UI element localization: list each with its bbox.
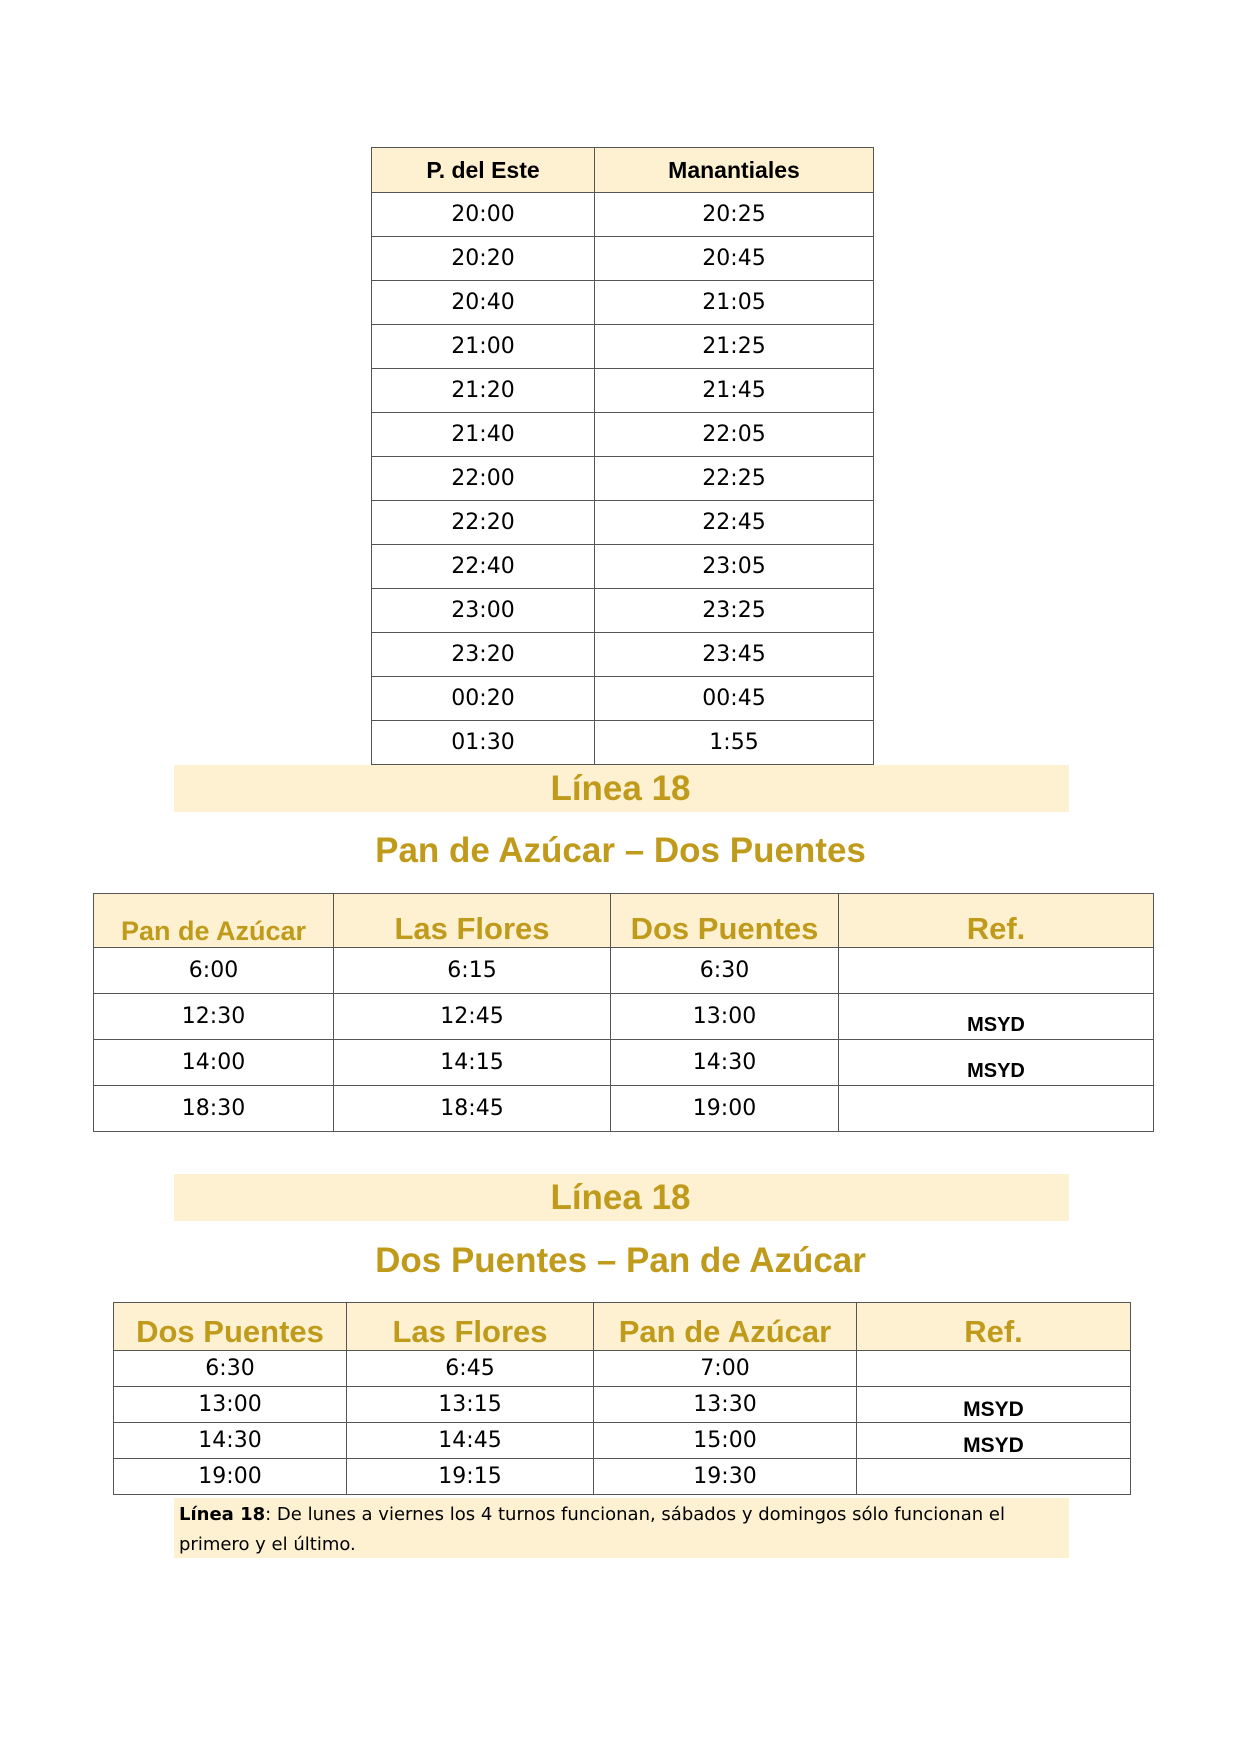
table-cell: 19:00 [114, 1459, 347, 1495]
column-header: Ref. [857, 1303, 1131, 1351]
table-cell: 14:45 [347, 1423, 594, 1459]
table-cell: 6:00 [94, 948, 334, 994]
table-row [372, 237, 874, 281]
table-cell: 21:00 [372, 325, 595, 369]
table-cell: 23:05 [595, 545, 874, 589]
table-row [372, 633, 874, 677]
table-cell: 22:00 [372, 457, 595, 501]
ref-cell: MSYD [857, 1387, 1131, 1423]
note-text: : De lunes a viernes los 4 turnos funcionan, sábados y domingos sólo funcionan el primero y el último. [179, 1504, 1005, 1555]
line-title: Línea 18 [550, 769, 691, 808]
table-cell: 6:15 [334, 948, 611, 994]
table-cell: 21:45 [595, 369, 874, 413]
ref-cell: MSYD [839, 1040, 1154, 1086]
schedule-table-este-manantiales [371, 147, 874, 765]
column-header: Las Flores [334, 894, 611, 948]
table-cell: 6:30 [114, 1351, 347, 1387]
table-cell: 19:00 [611, 1086, 839, 1132]
table-cell: 12:45 [334, 994, 611, 1040]
table-row [372, 589, 874, 633]
table-cell: 22:25 [595, 457, 874, 501]
ref-cell: MSYD [857, 1423, 1131, 1459]
table-cell: 23:45 [595, 633, 874, 677]
table-cell: 19:30 [594, 1459, 857, 1495]
table-row [372, 721, 874, 765]
table-cell: 01:30 [372, 721, 595, 765]
table-cell: 20:00 [372, 193, 595, 237]
column-header: Dos Puentes [611, 894, 839, 948]
table-row [114, 1387, 1131, 1423]
ref-cell: MSYD [839, 994, 1154, 1040]
note-label: Línea 18 [179, 1504, 266, 1525]
table-row [372, 325, 874, 369]
table-cell: 23:00 [372, 589, 595, 633]
table-cell: 13:15 [347, 1387, 594, 1423]
column-header: Dos Puentes [114, 1303, 347, 1351]
table-cell: 14:00 [94, 1040, 334, 1086]
table-cell: 13:00 [114, 1387, 347, 1423]
table-cell: 22:05 [595, 413, 874, 457]
table-row [94, 1040, 1154, 1086]
table-row [372, 545, 874, 589]
table-row [372, 413, 874, 457]
table-row [114, 1423, 1131, 1459]
table-row [94, 948, 1154, 994]
table-header-row [372, 148, 874, 193]
table-cell: 23:25 [595, 589, 874, 633]
table-cell: 21:25 [595, 325, 874, 369]
table-row [372, 457, 874, 501]
table-cell: 22:45 [595, 501, 874, 545]
column-header: Pan de Azúcar [94, 894, 334, 948]
table-cell: 15:00 [594, 1423, 857, 1459]
column-header: Manantiales [595, 148, 874, 193]
table-header-row [94, 894, 1154, 948]
table-row [94, 994, 1154, 1040]
table-cell: 19:15 [347, 1459, 594, 1495]
table-cell: 22:20 [372, 501, 595, 545]
schedule-note [174, 1498, 1069, 1558]
table-cell: 00:45 [595, 677, 874, 721]
table-cell: 21:05 [595, 281, 874, 325]
table-row [372, 677, 874, 721]
table-cell: 1:55 [595, 721, 874, 765]
table-cell: 21:40 [372, 413, 595, 457]
table-row [372, 193, 874, 237]
table-row [114, 1459, 1131, 1495]
table-cell: 22:40 [372, 545, 595, 589]
table-row [372, 369, 874, 413]
table-row [94, 1086, 1154, 1132]
ref-cell [839, 948, 1154, 994]
table-cell: 21:20 [372, 369, 595, 413]
route-title: Dos Puentes – Pan de Azúcar [375, 1241, 866, 1280]
table-header-row [114, 1303, 1131, 1351]
table-cell: 20:40 [372, 281, 595, 325]
column-header: Pan de Azúcar [594, 1303, 857, 1351]
table-cell: 6:30 [611, 948, 839, 994]
table-cell: 13:00 [611, 994, 839, 1040]
table-cell: 14:30 [611, 1040, 839, 1086]
table-cell: 12:30 [94, 994, 334, 1040]
table-cell: 18:30 [94, 1086, 334, 1132]
table-cell: 00:20 [372, 677, 595, 721]
column-header: Las Flores [347, 1303, 594, 1351]
table-cell: 20:45 [595, 237, 874, 281]
table-cell: 23:20 [372, 633, 595, 677]
column-header: P. del Este [372, 148, 595, 193]
table-cell: 13:30 [594, 1387, 857, 1423]
table-cell: 18:45 [334, 1086, 611, 1132]
table-cell: 7:00 [594, 1351, 857, 1387]
route-title: Pan de Azúcar – Dos Puentes [375, 831, 866, 870]
table-row [372, 281, 874, 325]
table-row [372, 501, 874, 545]
table-cell: 14:30 [114, 1423, 347, 1459]
table-cell: 20:20 [372, 237, 595, 281]
column-header: Ref. [839, 894, 1154, 948]
ref-cell [839, 1086, 1154, 1132]
table-cell: 20:25 [595, 193, 874, 237]
ref-cell [857, 1351, 1131, 1387]
table-row [114, 1351, 1131, 1387]
line-title: Línea 18 [550, 1178, 691, 1217]
ref-cell [857, 1459, 1131, 1495]
table-cell: 6:45 [347, 1351, 594, 1387]
schedule-table-dos-puentes-pan [113, 1302, 1131, 1495]
table-cell: 14:15 [334, 1040, 611, 1086]
schedule-table-pan-dos-puentes [93, 893, 1154, 1132]
